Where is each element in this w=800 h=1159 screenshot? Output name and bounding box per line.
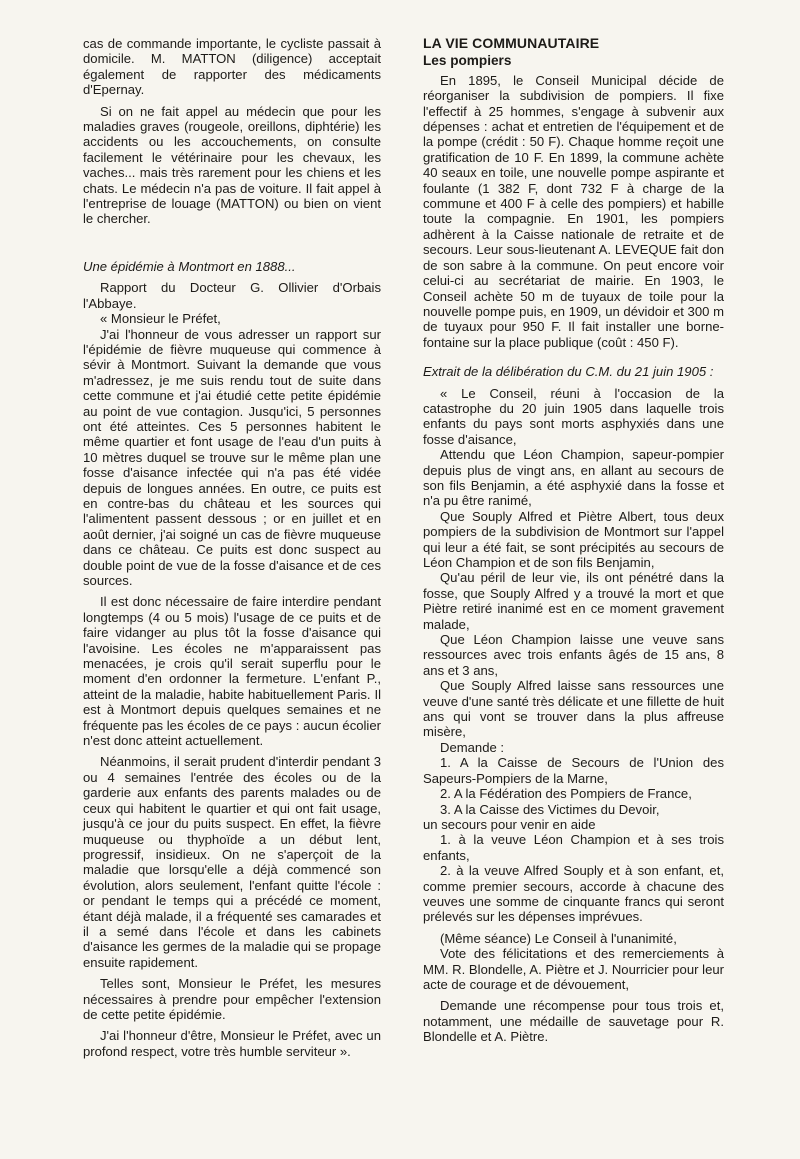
left-column — [83, 36, 381, 1065]
paragraph: (Même séance) Le Conseil à l'unanimité, — [440, 930, 677, 946]
list-item: 2. A la Fédération des Pompiers de France, — [440, 786, 692, 802]
paragraph: Telles sont, Monsieur le Préfet, les mesures nécessaires à prendre pour empêcher l'extension de cette petite épidémie. — [83, 976, 381, 1022]
paragraph: Que Souply Alfred laisse sans ressources une veuve d'une santé très délicate et une fillette de huit ans qui vont se trouver dans la plus affreuse misère, — [423, 678, 724, 740]
paragraph: cas de commande importante, le cycliste passait à domicile. M. MATTON (diligence) acceptait également de rapporter des médicaments d'Epernay. — [83, 36, 381, 98]
paragraph: Que Léon Champion laisse une veuve sans ressources avec trois enfants âgés de 15 ans, 8 ans et 3 ans, — [423, 632, 724, 678]
list-item: 2. à la veuve Alfred Souply et à son enfant, et, comme premier secours, accorde à chacune des veuves une somme de cinquante francs qui seront prélevés sur les dépenses imprévues. — [423, 863, 724, 925]
subsection-title: Les pompiers — [423, 53, 512, 69]
paragraph: En 1895, le Conseil Municipal décide de réorganiser la subdivision de pompiers. Il fixe l'effectif à 25 hommes, s'engage à subvenir aux dépenses : achat et entretien de l'équipement et de la pompe (crédit : 50 F). Chaque homme reçoit une gratification de 10 F. En 1899, la commune achète 40 seaux en toile, une nouvelle pompe aspirante et foulante (1 382 F, dont 732 F à charge de la commune et 400 F à celle des pompiers) et habille toute la compagnie. En 1901, les pompiers adhèrent à la Caisse nationale de retraite et de secours. Leur sous-lieutenant A. LEVEQUE fait don de son sabre à la commune. On peut encore voir celui-ci au secrétariat de mairie. En 1903, le Conseil achète 50 m de tuyaux de toile pour la nouvelle pompe puis, en 1909, un dévidoir et 300 m de tuyaux pour 950 F. Il fait installer une borne-fontaine sur la place publique (coût : 450 F). — [423, 72, 724, 350]
paragraph: Attendu que Léon Champion, sapeur-pompier depuis plus de vingt ans, en allant au secours de son fils Benjamin, a été asphyxié dans la fosse et n'a pu être ranimé, — [423, 447, 724, 509]
paragraph: Si on ne fait appel au médecin que pour les maladies graves (rougeole, oreillons, diphtérie) les accidents ou les accouchements, on consulte facilement le vétérinaire pour les chevaux, les vaches... mais très rarement pour les chiens et les chats. Le médecin n'a pas de voiture. Il fait appel à l'entreprise de louage (MATTON) ou bien on vient le chercher. — [83, 103, 381, 227]
paragraph: un secours pour venir en aide — [423, 816, 596, 832]
paragraph: Demande une récompense pour tous trois et, notamment, une médaille de sauvetage pour R. Blondelle et A. Piètre. — [423, 998, 724, 1045]
right-column — [423, 36, 724, 1051]
paragraph: Il est donc nécessaire de faire interdire pendant longtemps (4 ou 5 mois) l'usage de ce puits et de faire vidanger au plus tôt la fosse d'aisance qui l'avoisine. Les écoles ne m'apparaissent pas menacées, je crois qu'il serait superflu pour le moment d'en ordonner la fermeture. L'enfant P., atteint de la maladie, habite habituellement Paris. Il est à Montmort depuis quelques semaines et ne fréquente pas les écoles de ce pays : aucun écolier n'est donc atteint actuellement. — [83, 594, 381, 749]
section-title: LA VIE COMMUNAUTAIRE — [423, 35, 600, 51]
paragraph: Néanmoins, il serait prudent d'interdir pendant 3 ou 4 semaines l'entrée des écoles ou de la garderie aux enfants des parents malades ou de ceux qui habitent le quartier et qui ont fait usage, jusqu'à ce jour du puits suspect. En effet, la fièvre muqueuse ou thyphoïde a un début lent, progressif, insidieux. On ne s'aperçoit de la maladie que lorsqu'elle a déjà commencé son évolution, alors seulement, l'enfant quitte l'école : or pendant le temps qui a précédé ce moment, étant déjà malade, il a fréquenté ses camarades et il a semé dans l'école et dans les cabinets d'aisance les germes de la maladie qui se propage ensuite rapidement. — [83, 754, 381, 970]
list-item: 1. à la veuve Léon Champion et à ses trois enfants, — [423, 832, 724, 863]
paragraph: Rapport du Docteur G. Ollivier d'Orbais l'Abbaye. — [83, 280, 381, 311]
list-item: 1. A la Caisse de Secours de l'Union des Sapeurs-Pompiers de la Marne, — [423, 755, 724, 786]
extract-heading: Extrait de la délibération du C.M. du 21 juin 1905 : — [423, 364, 714, 380]
paragraph: Que Souply Alfred et Piètre Albert, tous deux pompiers de la subdivision de Montmort sur l'appel qui leur a été fait, se sont précipités au secours de Léon Champion et de son fils Benjamin, — [423, 508, 724, 570]
paragraph: Vote des félicitations et des remerciements à MM. R. Blondelle, A. Piètre et J. Nourricier pour leur acte de courage et de dévouement, — [423, 946, 724, 992]
list-item: 3. A la Caisse des Victimes du Devoir, — [440, 801, 660, 817]
paragraph: « Monsieur le Préfet, — [100, 311, 221, 327]
epidemic-heading: Une épidémie à Montmort en 1888... — [83, 258, 296, 274]
paragraph: J'ai l'honneur de vous adresser un rapport sur l'épidémie de fièvre muqueuse qui commence à sévir à Montmort. Suivant la demande que vous m'adressez, je me suis rendu tout de suite dans cette commune et j'ai étudié cette petite épidémie au point de vue contagion. Jusqu'ici, 5 personnes ont été atteintes. Ces 5 personnes habitent le même quartier et font usage de l'eau d'un puits à 10 mètres duquel se trouve sur le même plan une fosse d'aisance infectée qui n'a pas été vidée depuis de longues années. En outre, ce puits est en contre-bas du château et les sources qui l'alimentent passent dessous ; or en juillet et en août dernier, j'ai soigné un cas de fièvre muqueuse dans ce château. Ce puits est donc suspect au double point de vue de la fosse d'aisance et de ces sources. — [83, 326, 381, 588]
paragraph: J'ai l'honneur d'être, Monsieur le Préfet, avec un profond respect, votre très humble serviteur ». — [83, 1028, 381, 1059]
paragraph: « Le Conseil, réuni à l'occasion de la catastrophe du 20 juin 1905 dans laquelle trois enfants du pays sont morts asphyxiés dans une fosse d'aisance, — [423, 385, 724, 447]
paragraph: Demande : — [440, 739, 505, 755]
paragraph: Qu'au péril de leur vie, ils ont pénétré dans la fosse, que Souply Alfred y a trouvé la mort et que Piètre retiré inanimé est en ce moment gravement malade, — [423, 570, 724, 632]
